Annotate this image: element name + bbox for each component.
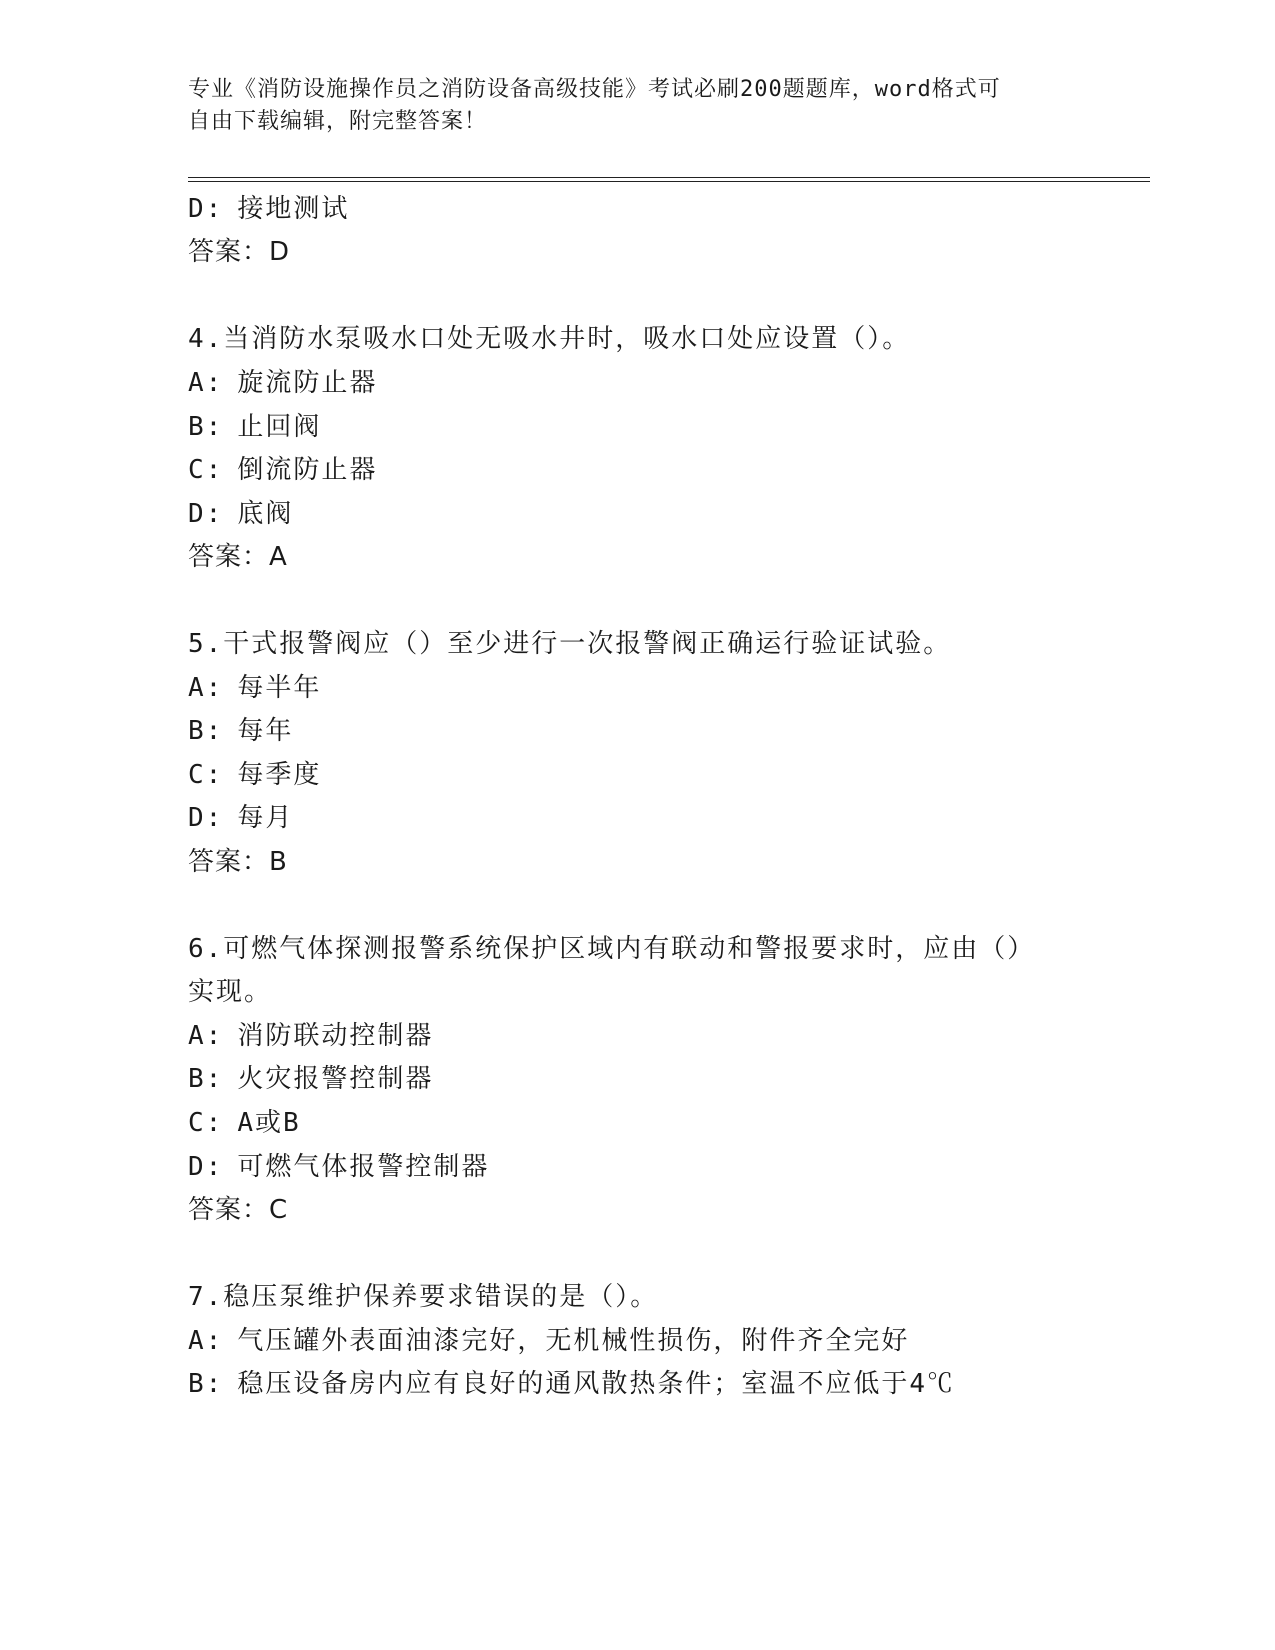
q4-option-a (188, 366, 377, 400)
option-label: B: (188, 1064, 224, 1094)
option-label: B: (188, 1369, 224, 1399)
option-label: A: (188, 1326, 224, 1356)
q5-option-c (188, 758, 321, 792)
option-text: 火灾报警控制器 (237, 1064, 434, 1094)
option-label: D: (188, 803, 224, 833)
option-label: D: (188, 1152, 224, 1182)
option-text: 旋流防止器 (237, 368, 378, 398)
option-text: 止回阀 (237, 412, 322, 442)
option-label: B: (188, 412, 224, 442)
option-label: B: (188, 716, 224, 746)
option-text: 每半年 (237, 673, 322, 703)
option-text: 接地测试 (237, 194, 350, 224)
q4-option-b (188, 410, 321, 444)
option-label: A: (188, 368, 224, 398)
q5-answer: 答案：B (188, 847, 288, 877)
option-text: 每月 (237, 803, 294, 833)
q4-answer: 答案：A (188, 542, 288, 572)
q5-option-b (188, 714, 293, 748)
option-label: A: (188, 673, 224, 703)
q6-answer: 答案：C (188, 1195, 289, 1225)
q6-option-a (188, 1019, 433, 1053)
q7-stem: 7.稳压泵维护保养要求错误的是（）。 (188, 1282, 659, 1312)
q4-option-c (188, 453, 377, 487)
q4-stem: 4.当消防水泵吸水口处无吸水井时，吸水口处应设置（）。 (188, 324, 911, 354)
option-text: 每季度 (237, 760, 322, 790)
q7-option-b (188, 1367, 955, 1401)
option-text: 底阀 (237, 499, 294, 529)
header-line-1: 专业《消防设施操作员之消防设备高级技能》考试必刷200题题库，word格式可 (188, 77, 1001, 102)
option-text: 倒流防止器 (237, 455, 378, 485)
option-text: 可燃气体报警控制器 (237, 1152, 490, 1182)
q7-option-a (188, 1324, 909, 1358)
option-label: C: (188, 1108, 224, 1138)
q6-stem-line-1: 6.可燃气体探测报警系统保护区域内有联动和警报要求时，应由（） (188, 934, 1036, 964)
prev-answer: 答案：D (188, 237, 291, 267)
q4-option-d (188, 497, 293, 531)
option-text: 每年 (237, 716, 294, 746)
q5-stem: 5.干式报警阀应（）至少进行一次报警阀正确运行验证试验。 (188, 629, 952, 659)
option-text: 气压罐外表面油漆完好，无机械性损伤，附件齐全完好 (237, 1326, 910, 1356)
document-header (188, 74, 1068, 138)
option-label: D: (188, 499, 224, 529)
q6-option-b (188, 1062, 433, 1096)
q6-stem-line-2: 实现。 (188, 977, 273, 1007)
q6-option-d (188, 1150, 489, 1184)
option-label: D: (188, 194, 224, 224)
option-label: C: (188, 760, 224, 790)
option-label: C: (188, 455, 224, 485)
option-text: A或B (237, 1108, 301, 1138)
option-text: 稳压设备房内应有良好的通风散热条件；室温不应低于4℃ (237, 1369, 955, 1399)
header-divider-bottom (188, 181, 1150, 182)
prev-option-d (188, 192, 349, 226)
q5-option-a (188, 671, 321, 705)
q5-option-d (188, 801, 293, 835)
option-label: A: (188, 1021, 224, 1051)
q6-option-c (188, 1106, 301, 1140)
header-line-2: 自由下载编辑，附完整答案！ (188, 109, 488, 134)
option-text: 消防联动控制器 (237, 1021, 434, 1051)
header-divider-top (188, 177, 1150, 178)
